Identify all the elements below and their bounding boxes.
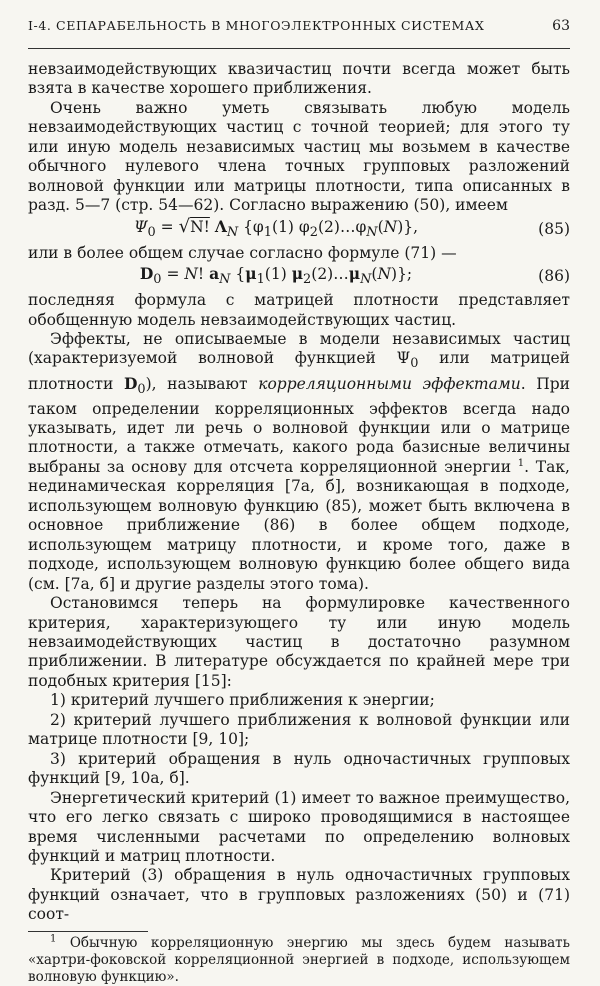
header-rule: [28, 48, 570, 49]
paragraph-energy-criterion: Энергетический критерий (1) имеет то важное преимущество, что его легко связать с широко проводящимися в настоящее время численными расчетами по определению волновых функций и матриц плотности.: [28, 788, 570, 865]
footnote-rule: [28, 931, 148, 932]
equation-86-number: (86): [538, 267, 570, 286]
page-number: 63: [552, 18, 570, 34]
paragraph-after-equations: последняя формула с матрицей плотности представляет обобщенную модель невзаимодействующих частиц.: [28, 291, 570, 329]
criterion-3: 3) критерий обращения в нуль одночастичных групповых функций [9, 10a, б].: [28, 749, 570, 788]
footnote-text: Обычную корреляционную энергию мы здесь будем называть «хартри-фоковской корреляционной энергией в подходе, использующем волновую функцию».: [28, 934, 570, 985]
paragraph-model: Очень важно уметь связывать любую модель невзаимодействующих частиц с точной теорией; для этого ту или иную модель независимых частиц мы возьмем в качестве обычного нулевого члена точных групповых разложений волновой функции или матрицы плотности, типа описанных в разд. 5—7 (стр. 54—62). Согласно выражению (50), имеем: [28, 98, 570, 215]
main-text: [28, 60, 570, 986]
equation-85-formula: $\Psi_0 = √N$! $\Lambda_N$ {$\varphi_1(1)$ $\varphi_2(2)\dots\varphi_N(N)$},: [133, 215, 419, 240]
footnote: [28, 935, 570, 986]
equation-85-number: (85): [538, 219, 570, 238]
term-correlation-effects: корреляционными эффектами: [258, 374, 521, 393]
equation-85: [28, 216, 570, 244]
criterion-1: 1) критерий лучшего приближения к энергии;: [50, 691, 435, 710]
paragraph-correlation-effects: Эффекты, не описываемые в модели независимых частиц (характеризуемой волновой функцией $\Psi_0$ или матрицей плотности $D_0$), называют корреляционными эффектами. При таком определении корреляционных эффектов всегда надо указывать, идет ли речь о волновой функции или о матрице плотности, а также отмечать, какого рода базисные величины выбраны за основу для отсчета корреляционной энергии $^1$. Так, нединамическая корреляция [7a, б], возникающая в подходе, использующем волновую функцию (85), может быть включена в основное приближение (86) в более общем подходе, использующем матрицу плотности, и кроме того, даже в подходе, использующем волновую функцию более общего вида (см. [7a, б] и другие разделы этого тома).: [28, 329, 570, 593]
equation-86: [28, 263, 570, 291]
running-header: [28, 18, 570, 46]
paragraph-between-equations: или в более общем случае согласно формуле (71) —: [28, 243, 457, 262]
footnote-reference: 1: [517, 457, 525, 469]
running-title: I-4. СЕПАРАБЕЛЬНОСТЬ В МНОГОЭЛЕКТРОННЫХ СИСТЕМАХ: [28, 18, 485, 33]
paragraph-continuation: невзаимодействующих квазичастиц почти всегда может быть взята в качестве хорошего приближения.: [28, 60, 570, 98]
page: [28, 18, 570, 985]
criterion-2: 2) критерий лучшего приближения к волновой функции или матрице плотности [9, 10];: [28, 710, 570, 749]
equation-86-formula: $D_0 = N$! $a_N$ {$\mu_1(1)$ $\mu_2(2)\dots\mu_N(N)$};: [139, 264, 413, 288]
paragraph-criterion-3: Критерий (3) обращения в нуль одночастичных групповых функций означает, что в групповых разложениях (50) и (71) соот-: [28, 866, 570, 924]
footnote-mark: 1: [50, 933, 57, 945]
paragraph-criteria-intro: Остановимся теперь на формулировке качественного критерия, характеризующего ту или иную модель невзаимодействующих частиц в достаточно разумном приближении. В литературе обсуждается по крайней мере три подобных критерия [15]:: [28, 594, 570, 690]
